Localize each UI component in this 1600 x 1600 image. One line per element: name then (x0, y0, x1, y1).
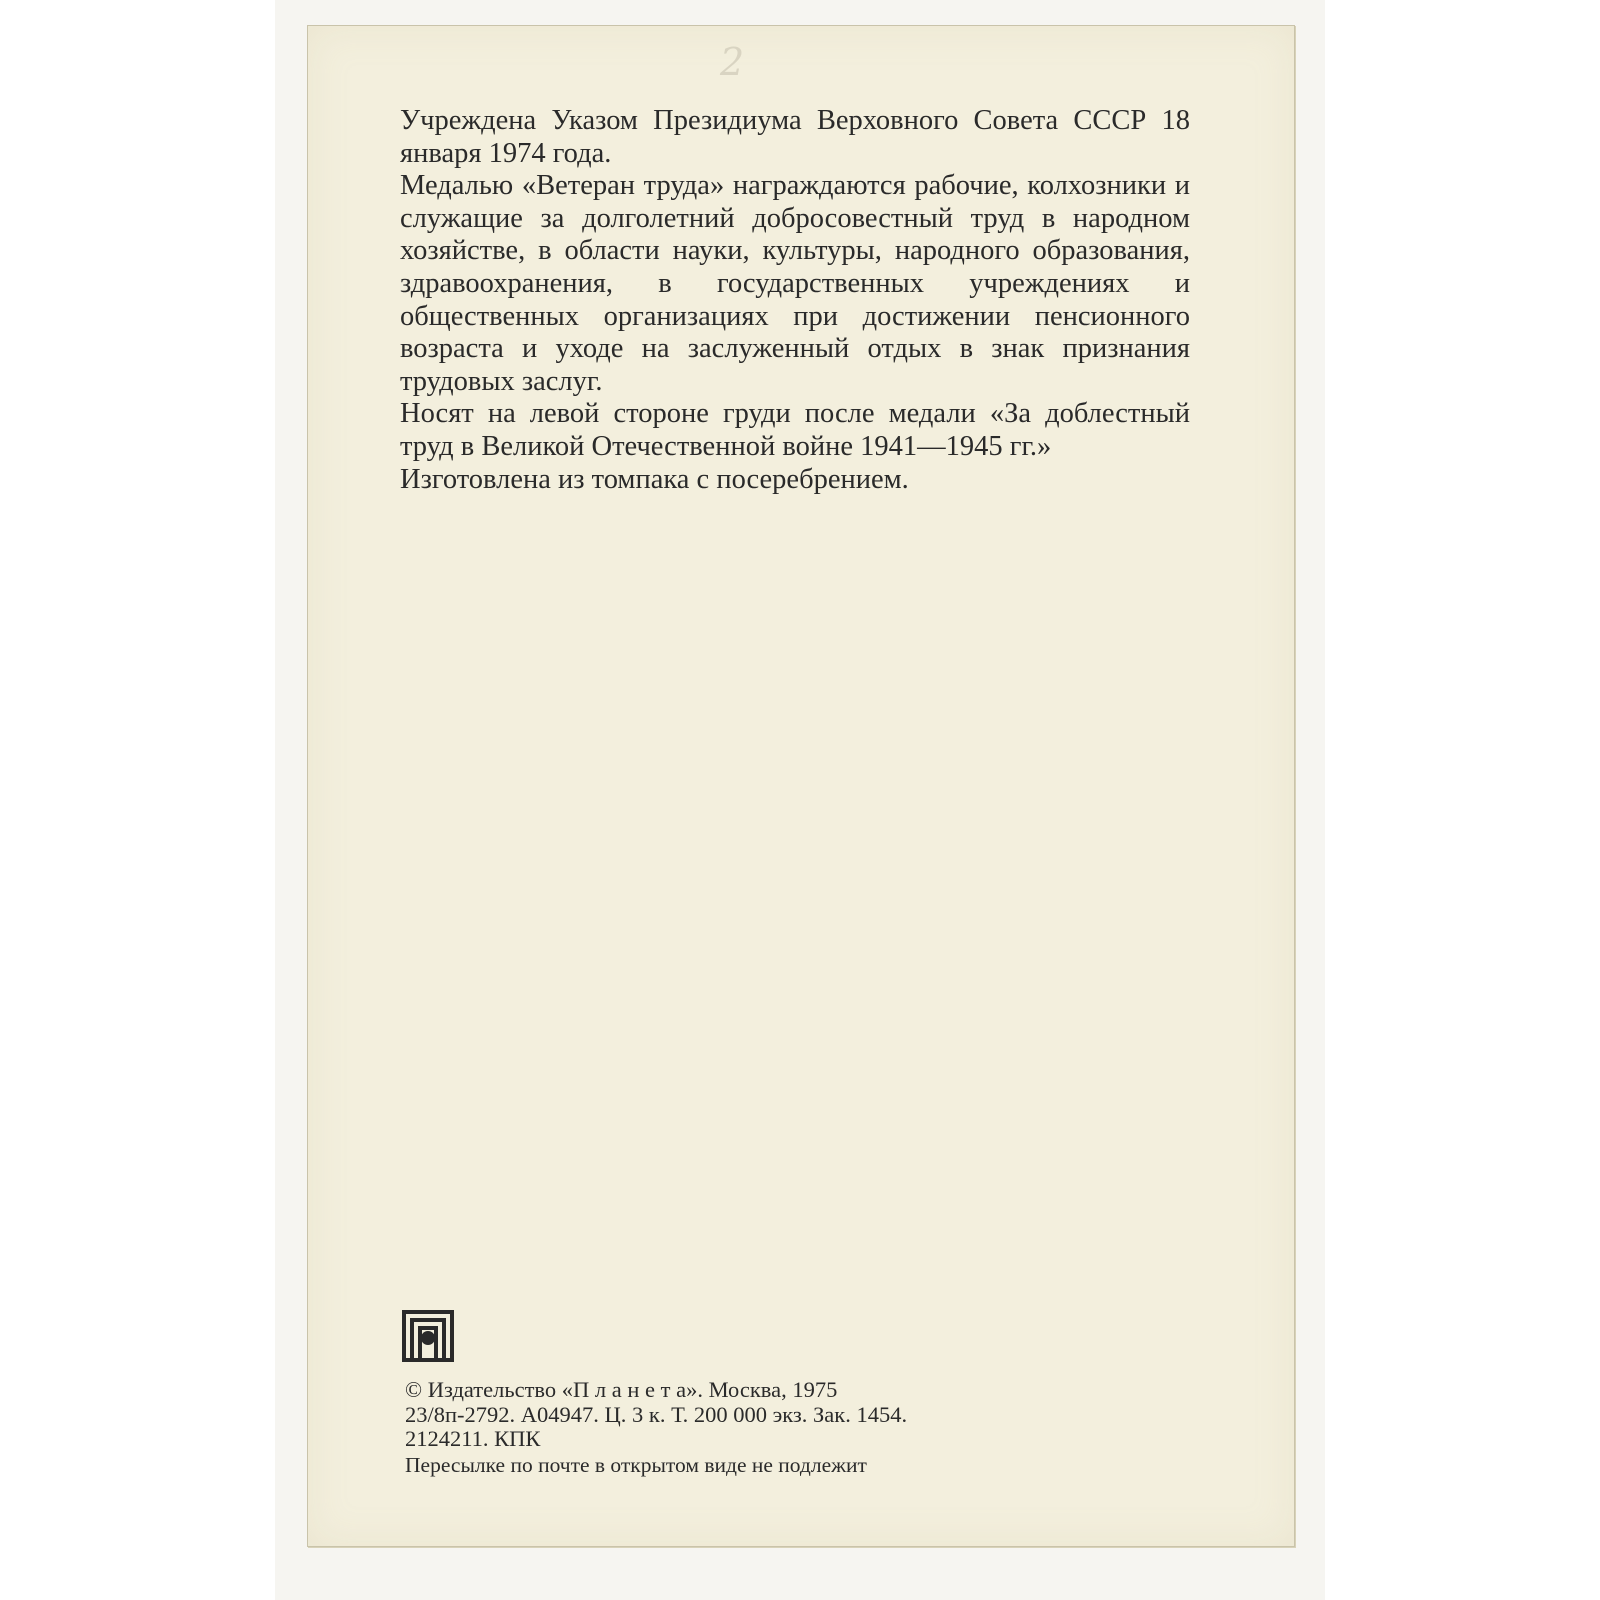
handwritten-mark: 2 (720, 40, 745, 84)
publisher-logo-icon (402, 1310, 454, 1362)
paragraph-material: Изготовлена из томпака с посеребрением. (400, 463, 909, 495)
paragraph-established: Учреждена Указом Президиума Верховного Совета СССР 18 января 1974 года. (400, 105, 1190, 169)
imprint-print-data: 23/8п-2792. А04947. Ц. 3 к. Т. 200 000 экз. Зак. 1454. (405, 1401, 908, 1427)
imprint-copyright: © Издательство «П л а н е т а». Москва, 1975 (405, 1377, 838, 1402)
paragraph-worn: Носят на левой стороне груди после медали «За доблестный труд в Великой Отечественной войне 1941—1945 гг.» (400, 398, 1190, 462)
imprint-code: 2124211. КПК (405, 1426, 541, 1451)
publisher-imprint (405, 1378, 1105, 1477)
paragraph-awarded: Медалью «Ветеран труда» награждаются рабочие, колхозники и служащие за долголетний добросовестный труд в народном хозяйстве, в области науки, культуры, народного образования, здравоохранения, в государственных учреждениях и общественных организациях при достижении пенсионного возраста и уходе на заслуженный отдых в знак признания трудовых заслуг. (400, 170, 1190, 397)
imprint-mail-note: Пересылке по почте в открытом виде не подлежит (405, 1452, 867, 1477)
medal-description (400, 105, 1190, 496)
